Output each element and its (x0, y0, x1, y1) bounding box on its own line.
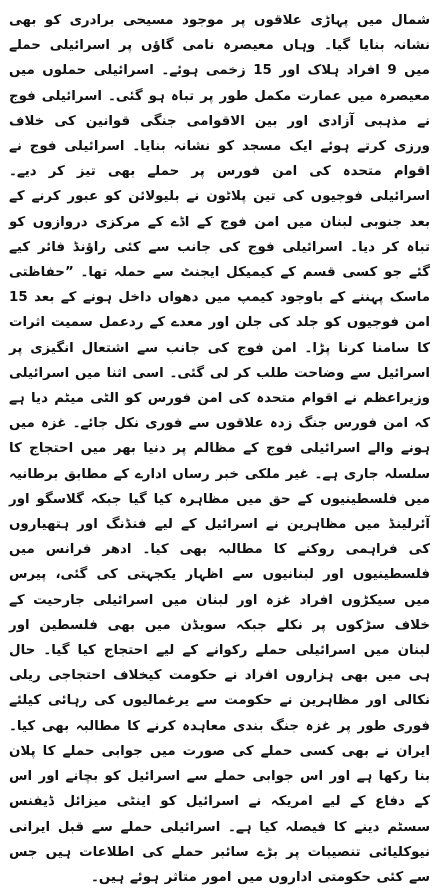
article-body-text: شمال میں پہاڑی علاقوں پر موجود مسیحی برادری کو بھی نشانہ بنایا گیا۔ وہاں معیصرہ نامی گاؤں پر اسرائیلی حملے میں 9 افراد ہلاک اور 15 زخمی ہوئے۔ اسرائیلی حملوں میں معیصرہ میں عمارت مکمل طور پر تباہ ہو گئی۔ اسرائیلی فوج نے مذہبی آزادی اور بین الاقوامی جنگی قوانین کی خلاف ورزی کرتے ہوئے ایک مسجد کو نشانہ بنایا۔ اسرائیلی فوج نے اقوام متحدہ کی امن فورس پر حملے بھی تیز کر دیے۔ اسرائیلی فوجیوں کی تین پلاٹون نے بلیولائن کو عبور کرنے کے بعد جنوبی لبنان میں امن فوج کے اڈے کے مرکزی دروازوں کو تباہ کر دیا۔ اسرائیلی فوج کی جانب سے کئی راؤنڈ فائر کیے گئے جو کسی قسم کے کیمیکل ایجنٹ سے حملہ تھا۔ ”حفاظتی ماسک پہننے کے باوجود کیمپ میں دھواں داخل ہونے کے بعد 15 امن فوجیوں کو جلد کی جلن اور معدے کے ردعمل سمیت اثرات کا سامنا کرنا پڑا۔ امن فوج کی جانب سے اشتعال انگیزی پر اسرائیل سے وضاحت طلب کر لی گئی۔ اسی اثنا میں اسرائیلی وزیراعظم نے اقوام متحدہ کی امن فورس کو الٹی میٹم دیا ہے کہ امن فورس جنگ زدہ علاقوں سے فوری نکل جائے۔ غزہ میں ہونے والے اسرائیلی فوج کے مظالم پر دنیا بھر میں احتجاج کا سلسلہ جاری ہے۔ غیر ملکی خبر رساں ادارے کے مطابق برطانیہ میں فلسطینیوں کے حق میں مظاہرہ کیا گیا جبکہ گلاسگو اور آئرلینڈ میں مظاہرین نے اسرائیل کے لیے فنڈنگ اور ہتھیاروں کی فراہمی روکنے کا مطالبہ بھی کیا۔ ادھر فرانس میں فلسطینیوں اور لبنانیوں سے اظہار یکجہتی کی گئی، پیرس میں سیکڑوں افراد غزہ اور لبنان میں اسرائیلی جارحیت کے خلاف سڑکوں پر نکلے جبکہ سویڈن میں بھی فلسطین اور لبنان میں اسرائیلی حملے رکوانے کے لیے احتجاج کیا گیا۔ حال ہی میں بھی ہزاروں افراد نے حکومت کیخلاف احتجاجی ریلی نکالی اور مظاہرین نے حکومت سے یرغمالیوں کی رہائی کیلئے فوری طور پر غزہ جنگ بندی معاہدہ کرنے کا مطالبہ بھی کیا۔ ایران نے بھی کسی حملے کی صورت میں جوابی حملے کا پلان بنا رکھا ہے اور اس جوابی حملے سے اسرائیل کو بچانے اور اس کے دفاع کے لیے امریکہ نے اسرائیل کو اینٹی میزائل ڈیفنس سسٹم دینے کا فیصلہ کیا ہے۔ اسرائیلی حملے سے قبل ایرانی نیوکلیائی تنصیبات پر بڑے سائبر حملے کی اطلاعات ہیں جس سے کئی حکومتی اداروں میں امور متاثر ہوئے ہیں۔ (9, 13, 430, 885)
